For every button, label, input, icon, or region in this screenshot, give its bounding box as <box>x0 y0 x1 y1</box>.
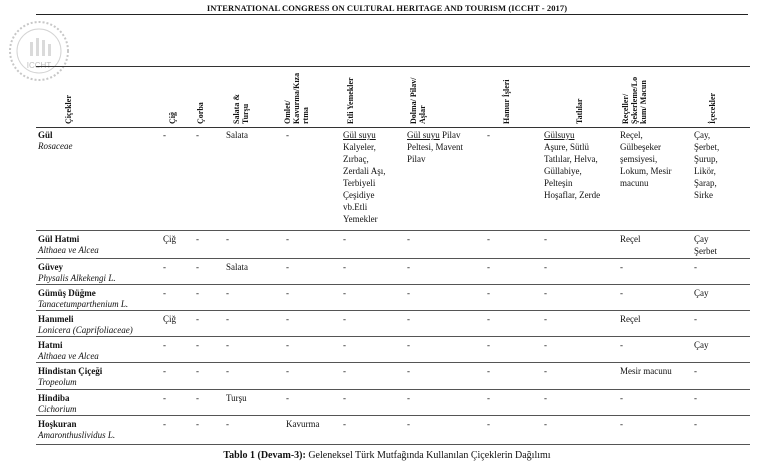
cell-recel: Reçel <box>620 234 641 244</box>
cell-recel: - <box>620 262 623 272</box>
cell-etli: - <box>343 340 346 350</box>
flower-latin-name: Cichorium <box>38 404 77 414</box>
cell-icecek-line: - <box>694 366 697 376</box>
cell-omlet: - <box>286 314 289 324</box>
cell-icecek-line: Sirke <box>694 190 713 200</box>
cell-tatli-line: Pelteşin <box>544 178 573 188</box>
cell-etli-line: Yemekler <box>343 214 378 224</box>
cell-salata: - <box>226 366 229 376</box>
column-header-meat-dishes: Etli Yemekler <box>346 77 355 124</box>
row-divider <box>36 415 750 416</box>
cell-etli: - <box>343 234 346 244</box>
flower-name: Hanımeli <box>38 314 74 324</box>
logo-text: ICCHT <box>26 61 52 70</box>
cell-etli-line: vb.Etli <box>343 202 368 212</box>
cell-corba: - <box>196 288 199 298</box>
flower-latin-name: Amaronthuslividus L. <box>38 430 116 440</box>
cell-icecek-line: Şerbet, <box>694 142 720 152</box>
column-header-pastry: Hamur İşleri <box>502 79 511 124</box>
cell-recel: - <box>620 340 623 350</box>
cell-icecek-line: Çay, <box>694 130 711 140</box>
table-header-rule <box>36 127 750 128</box>
cell-etli-line: Zerdali Aşı, <box>343 166 386 176</box>
flower-latin-name: Rosaceae <box>38 141 73 151</box>
cell-corba: - <box>196 314 199 324</box>
cell-cig: - <box>163 262 166 272</box>
cell-cig: Çiğ <box>163 314 177 324</box>
cell-cig: - <box>163 366 166 376</box>
cell-tatli-line: Güllabiye, <box>544 166 582 176</box>
cell-hamur: - <box>487 288 490 298</box>
row-divider <box>36 284 750 285</box>
column-header-omelet: Omlet/ Kavurma/Kıza rtma <box>283 72 310 124</box>
cell-tatli: - <box>544 340 547 350</box>
row-divider <box>36 258 750 259</box>
cell-hamur: - <box>487 419 490 429</box>
cell-hamur: - <box>487 262 490 272</box>
cell-icecek-line: Çay <box>694 234 709 244</box>
cell-dolma: - <box>407 314 410 324</box>
caption-label: Tablo 1 (Devam-3): <box>223 450 306 461</box>
cell-recel-line: Gülbeşeker <box>620 142 661 152</box>
cell-hamur: - <box>487 234 490 244</box>
row-divider <box>36 362 750 363</box>
cell-hamur: - <box>487 130 490 140</box>
cell-etli: - <box>343 314 346 324</box>
cell-icecek-line: - <box>694 419 697 429</box>
cell-etli-line: Zırbaç, <box>343 154 369 164</box>
cell-dolma: - <box>407 366 410 376</box>
flower-latin-name: Althaea ve Alcea <box>38 351 99 361</box>
cell-etli: - <box>343 419 346 429</box>
column-header-salad: Salata & Turşu <box>232 94 250 124</box>
cell-cig: - <box>163 393 166 403</box>
flower-name: Güvey <box>38 262 64 272</box>
cell-salata: Salata <box>226 130 248 140</box>
cell-hamur: - <box>487 366 490 376</box>
cell-icecek-line: Likör, <box>694 166 716 176</box>
cell-recel-line: Lokum, Mesir <box>620 166 672 176</box>
cell-salata: Salata <box>226 262 248 272</box>
cell-tatli: - <box>544 262 547 272</box>
cell-recel-line: macunu <box>620 178 649 188</box>
cell-omlet: - <box>286 234 289 244</box>
cell-tatli: - <box>544 314 547 324</box>
table-bottom-rule <box>36 444 750 445</box>
cell-dolma-first-line <box>407 129 461 141</box>
cell-icecek-line: Çay <box>694 288 709 298</box>
cell-tatli-line: Hoşaflar, Zerde <box>544 190 601 200</box>
cell-recel: Reçel <box>620 314 641 324</box>
page-header: INTERNATIONAL CONGRESS ON CULTURAL HERITAGE AND TOURISM (ICCHT - 2017) <box>206 3 568 13</box>
flower-name: Hindistan Çiçeği <box>38 366 103 376</box>
cell-tatli-rosewater: Gülsuyu <box>544 130 575 140</box>
flower-name: Gül Hatmi <box>38 234 80 244</box>
column-header-raw: Çiğ <box>168 112 177 124</box>
cell-icecek-line: - <box>694 314 697 324</box>
cell-dolma: - <box>407 288 410 298</box>
cell-recel: - <box>620 419 623 429</box>
cell-icecek-line: - <box>694 393 697 403</box>
cell-hamur: - <box>487 393 490 403</box>
column-header-soup: Çorba <box>196 102 205 124</box>
cell-etli: - <box>343 366 346 376</box>
cell-corba: - <box>196 366 199 376</box>
cell-corba: - <box>196 340 199 350</box>
cell-hamur: - <box>487 314 490 324</box>
row-divider <box>36 336 750 337</box>
cell-tatli-line: Aşure, Sütlü <box>544 142 589 152</box>
cell-dolma: - <box>407 340 410 350</box>
cell-corba: - <box>196 130 199 140</box>
caption-text: Geleneksel Türk Mutfağında Kullanılan Çiçeklerin Dağılımı <box>305 450 551 461</box>
cell-etli-line: Terbiyeli <box>343 178 376 188</box>
flower-name: Hoşkuran <box>38 419 77 429</box>
cell-dolma: - <box>407 419 410 429</box>
cell-etli: - <box>343 288 346 298</box>
cell-dolma-rosewater: Gül suyu <box>407 130 440 140</box>
cell-cig: - <box>163 340 166 350</box>
cell-cig: - <box>163 419 166 429</box>
cell-corba: - <box>196 393 199 403</box>
column-header-flowers: Çiçekler <box>64 95 73 124</box>
row-divider <box>36 310 750 311</box>
cell-omlet: - <box>286 366 289 376</box>
cell-omlet: - <box>286 262 289 272</box>
cell-etli: - <box>343 262 346 272</box>
flower-latin-name: Tanacetumparthenium L. <box>38 299 129 309</box>
cell-recel: - <box>620 393 623 403</box>
flower-latin-name: Physalis Alkekengi L. <box>38 273 116 283</box>
cell-salata: - <box>226 288 229 298</box>
cell-omlet: - <box>286 130 289 140</box>
cell-tatli: - <box>544 288 547 298</box>
cell-salata: Turşu <box>226 393 247 403</box>
column-header-desserts: Tatlılar <box>575 98 584 124</box>
cell-hamur: - <box>487 340 490 350</box>
cell-tatli: - <box>544 419 547 429</box>
cell-icecek-line: Şerbet <box>694 246 717 256</box>
cell-icecek-line: Şurup, <box>694 154 718 164</box>
cell-salata: - <box>226 340 229 350</box>
cell-corba: - <box>196 234 199 244</box>
cell-omlet: - <box>286 393 289 403</box>
column-header-jams: Reçeller/ Şekerleme/Lo kum/ Macun <box>621 76 648 124</box>
flower-name: Hindiba <box>38 393 70 403</box>
cell-recel: Mesir macunu <box>620 366 672 376</box>
cell-dolma: - <box>407 234 410 244</box>
cell-omlet: - <box>286 288 289 298</box>
congress-logo <box>6 18 72 84</box>
cell-recel-line: şemsiyesi, <box>620 154 658 164</box>
cell-tatli: - <box>544 393 547 403</box>
flower-latin-name: Lonicera (Caprifoliaceae) <box>38 325 133 335</box>
cell-omlet: Kavurma <box>286 419 320 429</box>
flower-name: Gümüş Düğme <box>38 288 96 298</box>
cell-recel: - <box>620 288 623 298</box>
cell-dolma: - <box>407 393 410 403</box>
cell-dolma: - <box>407 262 410 272</box>
row-divider <box>36 230 750 231</box>
cell-tatli-line: Tatlılar, Helva, <box>544 154 598 164</box>
cell-icecek-line: - <box>694 262 697 272</box>
flower-latin-name: Tropeolum <box>38 377 77 387</box>
cell-dolma-line: Pilav <box>407 154 426 164</box>
cell-corba: - <box>196 262 199 272</box>
cell-tatli: - <box>544 366 547 376</box>
cell-etli-line: Çeşidiye <box>343 190 375 200</box>
cell-etli-line: Kalyeler, <box>343 142 376 152</box>
flower-latin-name: Althaea ve Alcea <box>38 245 99 255</box>
cell-icecek-line: Çay <box>694 340 709 350</box>
header-rule <box>36 14 748 15</box>
cell-cig: - <box>163 288 166 298</box>
cell-etli-rosewater: Gül suyu <box>343 130 376 140</box>
cell-recel-line: Reçel, <box>620 130 643 140</box>
cell-salata: - <box>226 419 229 429</box>
table-caption <box>0 450 774 461</box>
cell-cig: - <box>163 130 166 140</box>
column-header-dolma: Dolma/ Pilav/ Aşlar <box>409 77 427 124</box>
cell-salata: - <box>226 234 229 244</box>
cell-salata: - <box>226 314 229 324</box>
cell-cig: Çiğ <box>163 234 177 244</box>
cell-icecek-line: Şarap, <box>694 178 717 188</box>
cell-etli: - <box>343 393 346 403</box>
row-divider <box>36 389 750 390</box>
cell-omlet: - <box>286 340 289 350</box>
cell-tatli: - <box>544 234 547 244</box>
cell-dolma-line: Peltesi, Mavent <box>407 142 463 152</box>
flower-name: Hatmi <box>38 340 63 350</box>
cell-dolma-pilav: Pilav <box>439 130 461 140</box>
column-header-drinks: İçecekler <box>708 92 717 124</box>
flower-name: Gül <box>38 130 53 140</box>
cell-corba: - <box>196 419 199 429</box>
